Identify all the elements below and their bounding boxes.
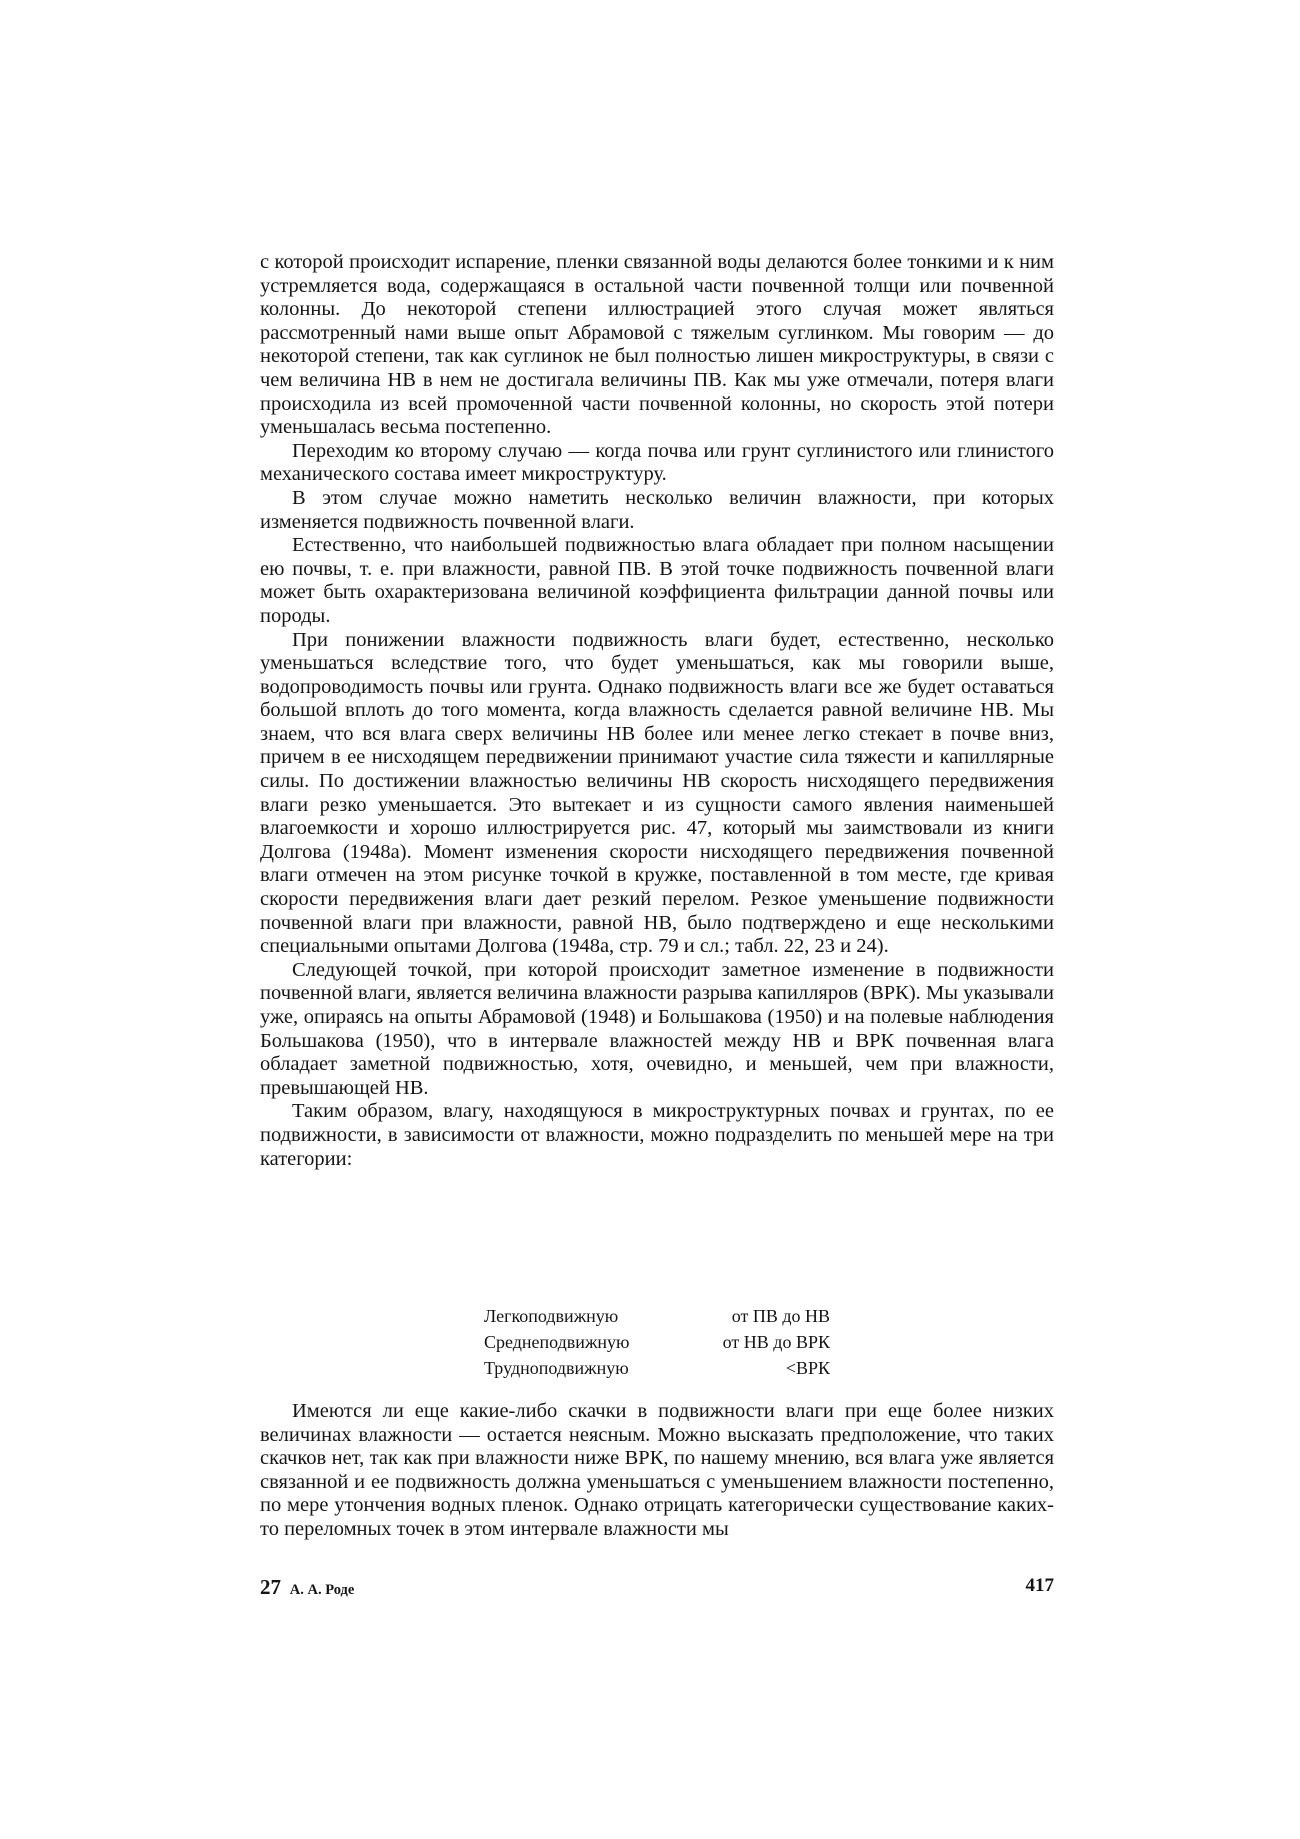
main-text — [260, 251, 1054, 1171]
paragraph-2: Переходим ко второму случаю — когда почва или грунт суглинистого или глинистого механического состава имеет микроструктуру. — [260, 439, 1054, 486]
category-range: от НВ до ВРК — [722, 1332, 830, 1352]
paragraph-6: Следующей точкой, при которой происходит заметное изменение в подвижности почвенной влаги, является величина влажности разрыва капилляров (ВРК). Мы указывали уже, опираясь на опыты Абрамовой (1948) и Большакова (1950) и на полевые наблюдения Большакова (1950), что в интервале влажностей между НВ и ВРК почвенная влага обладает заметной подвижностью, хотя, очевидно, и меньшей, чем при влажности, превышающей НВ. — [260, 958, 1054, 1099]
paragraph-4: Естественно, что наибольшей подвижностью влага обладает при полном насыщении ею почвы, т. е. при влажности, равной ПВ. В этой точке подвижность почвенной влаги может быть охарактеризована величиной коэффициента фильтрации данной почвы или породы. — [260, 534, 1054, 627]
paragraph-1: с которой происходит испарение, пленки связанной воды делаются более тонкими и к ним устремляется вода, содержащаяся в остальной части почвенной толщи или почвенной колонны. До некоторой степени иллюстрацией этого случая может являться рассмотренный нами выше опыт Абрамовой с тяжелым суглинком. Мы говорим — до некоторой степени, так как суглинок не был полностью лишен микроструктуры, в связи с чем величина НВ в нем не достигала величины ПВ. Как мы уже отмечали, потеря влаги происходила из всей промоченной части почвенной колонны, но скорость этой потери уменьшалась весьма постепенно. — [260, 251, 1054, 439]
category-range: <ВРК — [785, 1358, 830, 1378]
category-name: Легкоподвижную — [484, 1306, 619, 1326]
signature-mark — [260, 1575, 354, 1600]
category-name: Трудноподвижную — [484, 1358, 629, 1378]
paragraph-8: Имеются ли еще какие-либо скачки в подвижности влаги при еще более низких величинах влажности — остается неясным. Можно высказать предположение, что таких скачков нет, так как при влажности ниже ВРК, по нашему мнению, вся влага уже является связанной и ее подвижность должна уменьшаться с уменьшением влажности постепенно, по мере утончения водных пленок. Однако отрицать категорически существование каких-то переломных точек в этом интервале влажности мы — [260, 1400, 1054, 1540]
category-row — [484, 1329, 830, 1355]
paragraph-3: В этом случае можно наметить несколько величин влажности, при которых изменяется подвижность почвенной влаги. — [260, 486, 1054, 533]
category-name: Среднеподвижную — [484, 1332, 630, 1352]
category-row — [484, 1303, 830, 1329]
signature-number: 27 — [260, 1575, 281, 1599]
signature-author: А. А. Роде — [289, 1582, 355, 1598]
category-range: от ПВ до НВ — [731, 1306, 830, 1326]
closing-text — [260, 1400, 1054, 1542]
moisture-categories-table — [484, 1303, 830, 1381]
category-row — [484, 1355, 830, 1381]
paragraph-7: Таким образом, влагу, находящуюся в микроструктурных почвах и грунтах, по ее подвижности, в зависимости от влажности, можно подразделить по меньшей мере на три категории: — [260, 1100, 1054, 1170]
paragraph-5: При понижении влажности подвижность влаги будет, естественно, несколько уменьшаться вследствие того, что будет уменьшаться, как мы говорили выше, водопроводимость почвы или грунта. Однако подвижность влаги все же будет оставаться большой вплоть до того момента, когда влажность сделается равной величине НВ. Мы знаем, что вся влага сверх величины НВ более или менее легко стекает в почве вниз, причем в ее нисходящем передвижении принимают участие сила тяжести и капиллярные силы. По достижении влажностью величины НВ скорость нисходящего передвижения влаги резко уменьшается. Это вытекает и из сущности самого явления наименьшей влагоемкости и хорошо иллюстрируется рис. 47, который мы заимствовали из книги Долгова (1948а). Момент изменения скорости нисходящего передвижения почвенной влаги отмечен на этом рисунке точкой в кружке, поставленной в том месте, где кривая скорости передвижения влаги дает резкий перелом. Резкое уменьшение подвижности почвенной влаги при влажности, равной НВ, было подтверждено и еще несколькими специальными опытами Долгова (1948а, стр. 79 и сл.; табл. 22, 23 и 24). — [260, 628, 1054, 958]
page-number: 417 — [1025, 1575, 1054, 1596]
